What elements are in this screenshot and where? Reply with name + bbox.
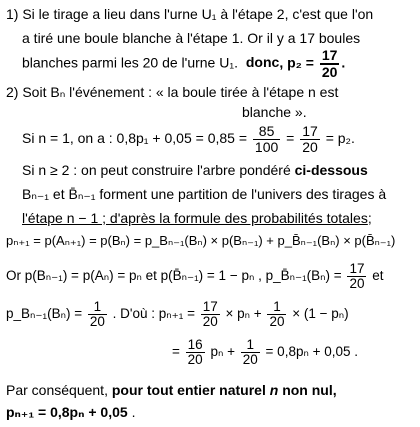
frac-den: 20 — [89, 314, 105, 330]
s2-line8-text: Or p(Bₙ₋₁) = p(Aₙ) = pₙ et p(B̄ₙ₋₁) = 1 − pₙ , p_B̄ₙ₋₁(Bₙ) = — [6, 268, 342, 284]
s2-line8-end: et — [372, 268, 384, 284]
s2-non-nul: non nul, — [282, 382, 337, 398]
s2-line6 — [22, 210, 372, 226]
s2-line3-end: = p₂. — [325, 129, 355, 146]
frac-den: 20 — [269, 314, 285, 330]
s2-frac-17-20 — [300, 124, 320, 154]
s1-line2 — [22, 30, 360, 46]
s1-line3 — [22, 48, 345, 79]
s2-line9 — [6, 300, 349, 329]
s2-line11 — [6, 382, 337, 398]
s2-final-dot: . — [131, 404, 136, 420]
s1-line1-text: 1) Si le tirage a lieu dans l'urne U₁ à l'étape 2, c'est que l'on — [6, 6, 374, 22]
frac-num: 1 — [267, 300, 286, 315]
s2-line5-text: Bₙ₋₁ et B̄ₙ₋₁ forment une partition de l'univers des tirages à — [22, 186, 387, 202]
s2-line1 — [6, 84, 338, 100]
s2-line5 — [22, 186, 386, 202]
s2-frac-1-20c — [241, 338, 260, 367]
s2-conclusion-bold: pour tout entier naturel — [111, 382, 266, 398]
s2-line6-end: ; — [367, 210, 372, 226]
s1-dot: . — [341, 54, 346, 71]
s2-line3 — [22, 124, 355, 154]
s1-fraction — [320, 48, 340, 79]
s2-total-prob-formula: pₙ₊₁ = p(Aₙ₊₁) = p(Bₙ) = p_Bₙ₋₁(Bₙ) × p(Bₙ₋₁) + p_B̄ₙ₋₁(Bₙ) × p(B̄ₙ₋₁) — [6, 233, 396, 248]
frac-den: 20 — [349, 276, 365, 292]
frac-den: 20 — [187, 352, 203, 368]
s2-line12 — [6, 404, 135, 420]
s2-frac-1-20 — [88, 300, 107, 329]
equals: = — [286, 129, 295, 146]
s1-line3-text: blanches parmi les 20 de l'urne U₁. — [22, 54, 238, 71]
s1-line1 — [6, 6, 373, 22]
s2-ci-dessous: ci-dessous — [294, 162, 368, 178]
s2-frac-17-20c — [201, 300, 220, 329]
s2-times-pn: × pₙ + — [225, 306, 262, 322]
s2-frac-17-20b — [347, 262, 366, 291]
s2-par-consequent: Par conséquent, — [6, 382, 108, 398]
s2-line2 — [242, 104, 307, 120]
s2-frac-1-20b — [267, 300, 286, 329]
s1-p2: , p₂ = — [279, 54, 314, 71]
s1-donc: donc — [245, 54, 280, 71]
s2-line4 — [22, 162, 368, 178]
s2-line4-text: Si n ≥ 2 : on peut construire l'arbre pondéré — [22, 162, 291, 178]
s2-pn-plus: pₙ + — [210, 344, 235, 360]
frac-num: 1 — [241, 338, 260, 353]
frac-den: 20 — [242, 352, 258, 368]
frac-den: 20 — [302, 138, 318, 155]
s2-line2-text: blanche ». — [242, 104, 307, 120]
s2-dou: . D'où : pₙ₊₁ = — [112, 306, 195, 322]
frac-den: 100 — [254, 138, 279, 155]
s2-final-relation: pₙ₊₁ = 0,8pₙ + 0,05 — [6, 404, 128, 420]
s2-line10 — [172, 338, 358, 367]
s2-line6-text: l'étape n − 1 ; d'après la formule des probabilités totales — [22, 210, 368, 226]
s2-line1-text: 2) Soit Bₙ l'événement : « la boule tirée à l'étape n est — [6, 84, 339, 100]
s2-frac-16-20 — [186, 338, 205, 367]
s2-times-1-pn: × (1 − pₙ) — [292, 306, 349, 322]
frac-num: 17 — [202, 299, 218, 314]
s1-frac-den: 20 — [321, 63, 338, 80]
s2-line7 — [6, 234, 395, 249]
s2-n: n — [269, 382, 279, 398]
s1-line2-text: a tiré une boule blanche à l'étape 1. Or il y a 17 boules — [22, 30, 361, 46]
s2-line8 — [6, 262, 384, 291]
s2-frac-85-100 — [253, 124, 280, 154]
s2-line9-text: p_Bₙ₋₁(Bₙ) = — [6, 306, 83, 322]
s2-result: = 0,8pₙ + 0,05 . — [265, 344, 358, 360]
equals: = — [172, 344, 180, 360]
frac-num: 17 — [302, 123, 318, 139]
frac-den: 20 — [202, 314, 218, 330]
s2-line3-text: Si n = 1, on a : 0,8p₁ + 0,05 = 0,85 = — [22, 129, 248, 146]
s1-frac-num: 17 — [321, 47, 338, 63]
frac-num: 16 — [187, 337, 203, 352]
frac-num: 85 — [253, 124, 280, 140]
frac-num: 1 — [88, 300, 107, 315]
frac-num: 17 — [349, 261, 365, 276]
